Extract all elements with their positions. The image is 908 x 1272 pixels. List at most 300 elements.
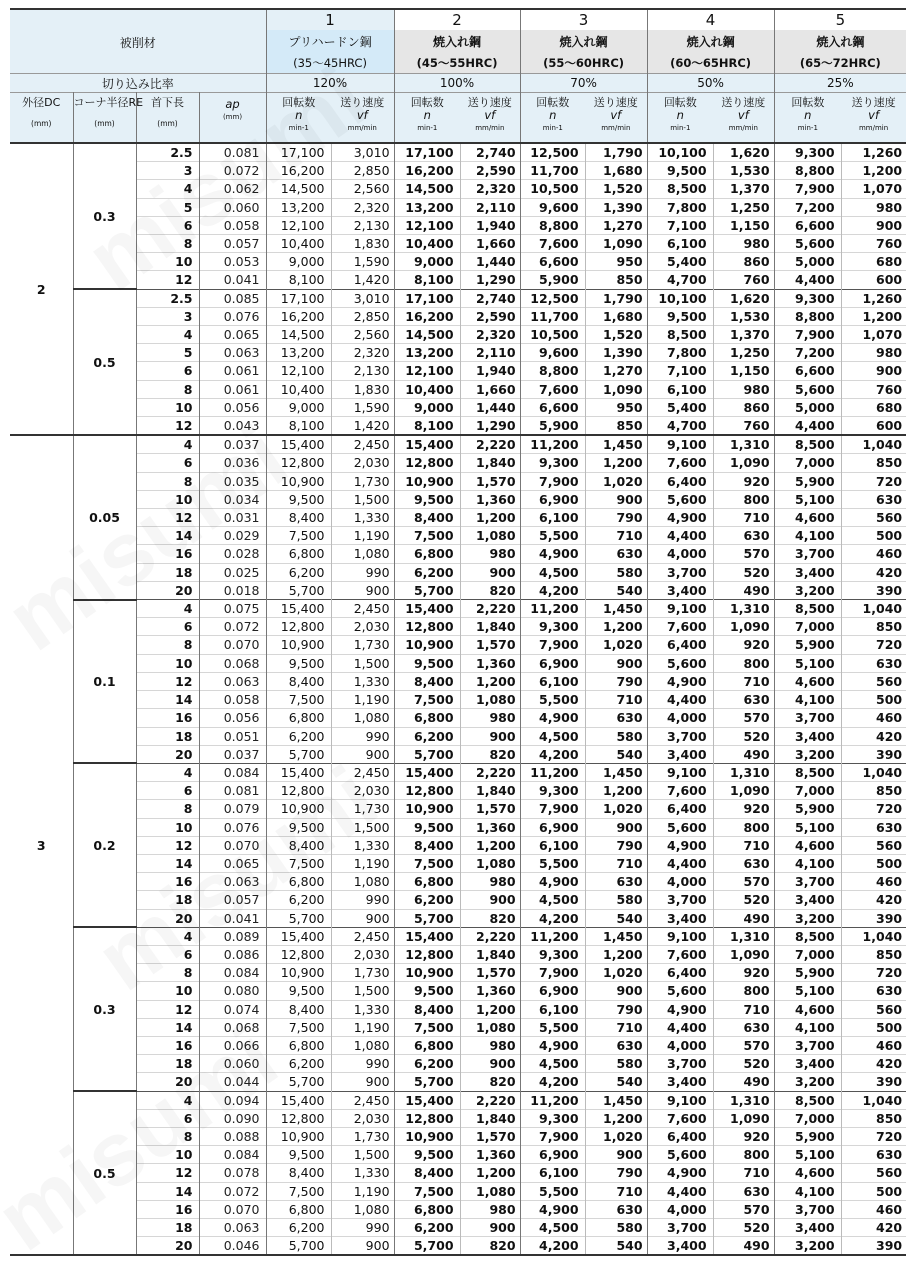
rpm-value-4: 4,900 xyxy=(647,1164,713,1182)
feed-value-2: 1,080 xyxy=(460,691,520,709)
table-row xyxy=(10,964,906,982)
table-row xyxy=(10,380,906,398)
table-row xyxy=(10,527,906,545)
table-row xyxy=(10,198,906,216)
length-value: 10 xyxy=(136,253,199,271)
feed-value-4: 1,620 xyxy=(713,143,774,162)
ap-value: 0.074 xyxy=(199,1000,266,1018)
feed-value-1: 1,590 xyxy=(331,253,394,271)
feed-value-5: 1,070 xyxy=(841,180,906,198)
rpm-value-3: 5,500 xyxy=(520,691,585,709)
ap-value: 0.058 xyxy=(199,691,266,709)
col-ap-unit: (mm) xyxy=(222,113,243,121)
feed-symbol: vf xyxy=(737,108,749,122)
rpm-value-5: 7,200 xyxy=(774,344,841,362)
feed-header-2 xyxy=(460,93,520,144)
feed-value-4: 630 xyxy=(713,527,774,545)
feed-value-4: 490 xyxy=(713,745,774,763)
feed-value-3: 540 xyxy=(585,909,647,927)
table-row xyxy=(10,581,906,599)
rpm-value-2: 7,500 xyxy=(394,691,460,709)
rpm-value-5: 3,200 xyxy=(774,581,841,599)
rpm-value-5: 8,500 xyxy=(774,1091,841,1109)
rpm-value-1: 8,400 xyxy=(266,1000,331,1018)
rpm-value-1: 7,500 xyxy=(266,1018,331,1036)
length-value: 6 xyxy=(136,362,199,380)
feed-value-4: 1,310 xyxy=(713,1091,774,1109)
table-row xyxy=(10,600,906,618)
feed-value-5: 1,040 xyxy=(841,763,906,781)
length-value: 2.5 xyxy=(136,289,199,307)
ap-value: 0.068 xyxy=(199,1018,266,1036)
feed-symbol: vf xyxy=(610,108,622,122)
feed-value-5: 980 xyxy=(841,198,906,216)
feed-value-1: 1,420 xyxy=(331,271,394,289)
col-dc-header xyxy=(10,93,73,144)
rpm-value-2: 12,800 xyxy=(394,945,460,963)
rpm-value-5: 4,600 xyxy=(774,509,841,527)
feed-value-5: 630 xyxy=(841,818,906,836)
rpm-value-5: 3,700 xyxy=(774,1200,841,1218)
rpm-value-3: 5,500 xyxy=(520,1018,585,1036)
rpm-value-3: 6,600 xyxy=(520,398,585,416)
feed-value-1: 1,730 xyxy=(331,472,394,490)
rpm-value-4: 8,500 xyxy=(647,180,713,198)
feed-value-5: 720 xyxy=(841,636,906,654)
rpm-value-3: 4,900 xyxy=(520,1200,585,1218)
ap-value: 0.084 xyxy=(199,964,266,982)
feed-value-1: 2,320 xyxy=(331,198,394,216)
rpm-value-1: 14,500 xyxy=(266,326,331,344)
ap-value: 0.065 xyxy=(199,854,266,872)
table-row xyxy=(10,672,906,690)
rpm-value-5: 5,100 xyxy=(774,982,841,1000)
rpm-value-1: 10,900 xyxy=(266,800,331,818)
rpm-value-1: 9,500 xyxy=(266,818,331,836)
feed-value-4: 490 xyxy=(713,1237,774,1256)
rpm-value-5: 4,400 xyxy=(774,417,841,436)
feed-value-3: 1,090 xyxy=(585,235,647,253)
table-row xyxy=(10,982,906,1000)
length-value: 3 xyxy=(136,162,199,180)
feed-value-5: 630 xyxy=(841,982,906,1000)
feed-value-1: 1,080 xyxy=(331,873,394,891)
feed-value-5: 460 xyxy=(841,1036,906,1054)
feed-value-1: 900 xyxy=(331,1073,394,1091)
material-3-number: 3 xyxy=(520,9,647,30)
rpm-value-3: 6,900 xyxy=(520,818,585,836)
rpm-value-1: 6,200 xyxy=(266,1055,331,1073)
rpm-value-2: 6,800 xyxy=(394,873,460,891)
feed-value-1: 900 xyxy=(331,745,394,763)
material-1-number: 1 xyxy=(266,9,394,30)
feed-value-5: 390 xyxy=(841,1073,906,1091)
feed-value-1: 2,030 xyxy=(331,945,394,963)
rpm-value-5: 7,200 xyxy=(774,198,841,216)
rpm-value-1: 15,400 xyxy=(266,927,331,945)
rpm-symbol: n xyxy=(295,108,303,122)
feed-value-1: 1,190 xyxy=(331,691,394,709)
rpm-value-5: 7,000 xyxy=(774,945,841,963)
ap-value: 0.086 xyxy=(199,945,266,963)
feed-header-4 xyxy=(713,93,774,144)
rpm-value-1: 8,400 xyxy=(266,836,331,854)
feed-value-3: 1,020 xyxy=(585,800,647,818)
feed-label: 送り速度 xyxy=(340,96,385,109)
feed-value-3: 950 xyxy=(585,398,647,416)
rpm-value-4: 3,700 xyxy=(647,563,713,581)
feed-value-4: 860 xyxy=(713,398,774,416)
feed-value-3: 630 xyxy=(585,1036,647,1054)
rpm-value-1: 14,500 xyxy=(266,180,331,198)
rpm-value-4: 3,700 xyxy=(647,1218,713,1236)
rpm-value-3: 9,300 xyxy=(520,945,585,963)
rpm-value-5: 9,300 xyxy=(774,289,841,307)
rpm-value-5: 8,500 xyxy=(774,763,841,781)
rpm-value-2: 15,400 xyxy=(394,927,460,945)
rpm-value-4: 7,600 xyxy=(647,454,713,472)
feed-value-2: 1,940 xyxy=(460,362,520,380)
rpm-value-4: 4,700 xyxy=(647,417,713,436)
rpm-value-3: 11,700 xyxy=(520,162,585,180)
feed-value-4: 630 xyxy=(713,854,774,872)
conditions-body xyxy=(10,143,906,1255)
rpm-value-3: 4,900 xyxy=(520,873,585,891)
rpm-value-2: 5,700 xyxy=(394,909,460,927)
length-value: 4 xyxy=(136,435,199,454)
rpm-value-2: 10,900 xyxy=(394,800,460,818)
feed-value-2: 1,570 xyxy=(460,636,520,654)
rpm-value-4: 4,700 xyxy=(647,271,713,289)
rpm-value-4: 4,000 xyxy=(647,545,713,563)
feed-value-4: 920 xyxy=(713,1127,774,1145)
rpm-value-4: 3,700 xyxy=(647,891,713,909)
feed-value-3: 1,270 xyxy=(585,362,647,380)
ap-value: 0.063 xyxy=(199,873,266,891)
feed-value-2: 980 xyxy=(460,873,520,891)
feed-value-2: 1,840 xyxy=(460,945,520,963)
ap-value: 0.037 xyxy=(199,745,266,763)
feed-value-4: 490 xyxy=(713,581,774,599)
rpm-value-3: 11,200 xyxy=(520,600,585,618)
feed-value-1: 1,830 xyxy=(331,380,394,398)
table-row xyxy=(10,435,906,454)
rpm-value-4: 10,100 xyxy=(647,289,713,307)
feed-value-5: 420 xyxy=(841,1218,906,1236)
feed-value-2: 1,080 xyxy=(460,1182,520,1200)
feed-value-4: 570 xyxy=(713,1036,774,1054)
rpm-value-4: 4,900 xyxy=(647,672,713,690)
feed-value-4: 1,090 xyxy=(713,782,774,800)
rpm-value-3: 9,300 xyxy=(520,454,585,472)
table-row xyxy=(10,1182,906,1200)
table-row xyxy=(10,509,906,527)
re-value: 0.5 xyxy=(73,1091,136,1255)
feed-value-5: 680 xyxy=(841,398,906,416)
rpm-value-2: 6,800 xyxy=(394,1036,460,1054)
rpm-label: 回転数 xyxy=(410,96,444,109)
rpm-value-1: 8,100 xyxy=(266,417,331,436)
rpm-value-2: 12,800 xyxy=(394,454,460,472)
length-value: 12 xyxy=(136,672,199,690)
rpm-header-3 xyxy=(520,93,585,144)
rpm-value-4: 3,400 xyxy=(647,909,713,927)
rpm-value-1: 10,400 xyxy=(266,380,331,398)
rpm-value-5: 5,900 xyxy=(774,636,841,654)
rpm-value-1: 15,400 xyxy=(266,763,331,781)
feed-value-5: 980 xyxy=(841,344,906,362)
feed-value-3: 710 xyxy=(585,691,647,709)
table-row xyxy=(10,362,906,380)
length-value: 16 xyxy=(136,545,199,563)
length-value: 12 xyxy=(136,509,199,527)
ap-value: 0.061 xyxy=(199,380,266,398)
rpm-value-1: 12,100 xyxy=(266,216,331,234)
feed-value-3: 790 xyxy=(585,1164,647,1182)
material-label: 被削材 xyxy=(119,36,156,50)
rpm-value-3: 9,600 xyxy=(520,344,585,362)
rpm-value-3: 6,100 xyxy=(520,672,585,690)
feed-value-1: 3,010 xyxy=(331,289,394,307)
feed-value-1: 1,190 xyxy=(331,1182,394,1200)
ap-value: 0.061 xyxy=(199,362,266,380)
length-value: 6 xyxy=(136,618,199,636)
rpm-value-2: 9,500 xyxy=(394,982,460,1000)
rpm-value-4: 5,600 xyxy=(647,818,713,836)
material-5-number: 5 xyxy=(774,9,906,30)
rpm-value-2: 8,400 xyxy=(394,1164,460,1182)
ap-value: 0.051 xyxy=(199,727,266,745)
rpm-value-3: 11,700 xyxy=(520,307,585,325)
table-row xyxy=(10,216,906,234)
length-value: 10 xyxy=(136,982,199,1000)
rpm-value-3: 6,100 xyxy=(520,1164,585,1182)
feed-value-4: 520 xyxy=(713,1218,774,1236)
feed-symbol: vf xyxy=(868,108,880,122)
material-1-ratio: 120% xyxy=(266,74,394,93)
feed-value-5: 600 xyxy=(841,417,906,436)
ap-value: 0.065 xyxy=(199,326,266,344)
feed-value-4: 1,090 xyxy=(713,618,774,636)
feed-value-1: 990 xyxy=(331,1055,394,1073)
rpm-value-2: 10,900 xyxy=(394,1127,460,1145)
rpm-value-2: 10,900 xyxy=(394,964,460,982)
feed-value-5: 850 xyxy=(841,454,906,472)
rpm-value-5: 7,000 xyxy=(774,618,841,636)
feed-value-3: 630 xyxy=(585,709,647,727)
rpm-value-1: 9,000 xyxy=(266,253,331,271)
feed-label: 送り速度 xyxy=(721,96,766,109)
feed-value-1: 990 xyxy=(331,891,394,909)
feed-value-1: 1,080 xyxy=(331,709,394,727)
material-3-hardness: (55～60HRC) xyxy=(520,52,647,74)
rpm-value-2: 12,100 xyxy=(394,216,460,234)
table-row xyxy=(10,454,906,472)
feed-value-1: 1,190 xyxy=(331,854,394,872)
feed-value-3: 790 xyxy=(585,836,647,854)
feed-value-1: 1,730 xyxy=(331,800,394,818)
feed-value-3: 850 xyxy=(585,271,647,289)
feed-value-4: 1,370 xyxy=(713,326,774,344)
length-value: 12 xyxy=(136,836,199,854)
feed-value-4: 1,310 xyxy=(713,763,774,781)
length-value: 10 xyxy=(136,398,199,416)
rpm-value-5: 8,500 xyxy=(774,435,841,454)
rpm-value-5: 3,200 xyxy=(774,1073,841,1091)
table-row xyxy=(10,307,906,325)
rpm-value-1: 16,200 xyxy=(266,307,331,325)
rpm-value-3: 6,100 xyxy=(520,836,585,854)
length-value: 4 xyxy=(136,927,199,945)
feed-unit: mm/min xyxy=(601,124,631,132)
rpm-value-2: 15,400 xyxy=(394,435,460,454)
rpm-value-4: 6,400 xyxy=(647,472,713,490)
rpm-value-3: 5,500 xyxy=(520,854,585,872)
rpm-value-2: 8,400 xyxy=(394,836,460,854)
table-row xyxy=(10,909,906,927)
ap-value: 0.063 xyxy=(199,1218,266,1236)
rpm-value-1: 12,800 xyxy=(266,782,331,800)
rpm-value-3: 6,900 xyxy=(520,490,585,508)
rpm-value-3: 4,500 xyxy=(520,1055,585,1073)
length-value: 6 xyxy=(136,1109,199,1127)
feed-value-1: 2,130 xyxy=(331,216,394,234)
feed-value-3: 1,450 xyxy=(585,435,647,454)
rpm-value-5: 3,400 xyxy=(774,727,841,745)
rpm-label: 回転数 xyxy=(663,96,697,109)
rpm-value-1: 5,700 xyxy=(266,909,331,927)
rpm-value-1: 6,200 xyxy=(266,563,331,581)
rpm-value-4: 4,900 xyxy=(647,1000,713,1018)
feed-value-1: 990 xyxy=(331,563,394,581)
length-value: 18 xyxy=(136,1218,199,1236)
rpm-value-5: 3,400 xyxy=(774,891,841,909)
rpm-value-2: 10,900 xyxy=(394,636,460,654)
rpm-value-3: 6,100 xyxy=(520,509,585,527)
rpm-value-3: 4,500 xyxy=(520,891,585,909)
rpm-value-5: 8,500 xyxy=(774,600,841,618)
rpm-value-3: 7,900 xyxy=(520,472,585,490)
feed-value-1: 2,450 xyxy=(331,763,394,781)
material-4-number: 4 xyxy=(647,9,774,30)
rpm-value-4: 4,000 xyxy=(647,709,713,727)
rpm-value-3: 6,900 xyxy=(520,1146,585,1164)
feed-value-2: 820 xyxy=(460,745,520,763)
feed-value-2: 2,590 xyxy=(460,307,520,325)
feed-value-2: 1,840 xyxy=(460,454,520,472)
ap-value: 0.063 xyxy=(199,672,266,690)
rpm-value-2: 15,400 xyxy=(394,1091,460,1109)
feed-value-2: 1,440 xyxy=(460,253,520,271)
feed-value-2: 820 xyxy=(460,909,520,927)
feed-value-1: 2,030 xyxy=(331,1109,394,1127)
feed-value-4: 800 xyxy=(713,1146,774,1164)
rpm-value-5: 6,600 xyxy=(774,362,841,380)
table-row xyxy=(10,854,906,872)
rpm-value-3: 7,600 xyxy=(520,380,585,398)
rpm-value-1: 7,500 xyxy=(266,1182,331,1200)
ap-value: 0.070 xyxy=(199,1200,266,1218)
rpm-value-3: 12,500 xyxy=(520,143,585,162)
table-row xyxy=(10,636,906,654)
feed-value-2: 2,220 xyxy=(460,927,520,945)
length-value: 3 xyxy=(136,307,199,325)
feed-value-2: 900 xyxy=(460,1055,520,1073)
length-value: 14 xyxy=(136,854,199,872)
length-value: 4 xyxy=(136,1091,199,1109)
col-dc-unit: (mm) xyxy=(31,119,52,128)
rpm-value-2: 8,100 xyxy=(394,271,460,289)
rpm-symbol: n xyxy=(804,108,812,122)
rpm-value-3: 8,800 xyxy=(520,216,585,234)
length-value: 18 xyxy=(136,727,199,745)
col-re-unit: (mm) xyxy=(94,119,115,128)
table-row xyxy=(10,271,906,289)
feed-value-4: 520 xyxy=(713,727,774,745)
rpm-value-2: 12,800 xyxy=(394,1109,460,1127)
rpm-value-1: 7,500 xyxy=(266,691,331,709)
rpm-value-3: 4,200 xyxy=(520,1237,585,1256)
rpm-value-2: 8,400 xyxy=(394,672,460,690)
feed-value-4: 1,310 xyxy=(713,435,774,454)
feed-value-2: 1,570 xyxy=(460,1127,520,1145)
feed-unit: mm/min xyxy=(858,124,889,132)
col-len-label: 首下長 xyxy=(151,96,184,109)
feed-value-3: 1,020 xyxy=(585,1127,647,1145)
rpm-label: 回転数 xyxy=(282,96,316,109)
rpm-value-1: 12,800 xyxy=(266,454,331,472)
feed-value-5: 460 xyxy=(841,709,906,727)
rpm-value-3: 5,500 xyxy=(520,1182,585,1200)
rpm-value-5: 8,800 xyxy=(774,162,841,180)
length-value: 8 xyxy=(136,964,199,982)
length-value: 4 xyxy=(136,326,199,344)
ap-value: 0.037 xyxy=(199,435,266,454)
rpm-value-4: 4,900 xyxy=(647,836,713,854)
ap-value: 0.063 xyxy=(199,344,266,362)
length-value: 16 xyxy=(136,873,199,891)
table-row xyxy=(10,818,906,836)
feed-value-4: 1,090 xyxy=(713,945,774,963)
rpm-value-1: 8,400 xyxy=(266,672,331,690)
length-value: 10 xyxy=(136,1146,199,1164)
feed-value-2: 1,290 xyxy=(460,417,520,436)
feed-value-1: 1,080 xyxy=(331,545,394,563)
feed-value-4: 1,150 xyxy=(713,362,774,380)
feed-value-3: 580 xyxy=(585,563,647,581)
feed-value-2: 2,220 xyxy=(460,435,520,454)
rpm-value-3: 12,500 xyxy=(520,289,585,307)
ap-value: 0.090 xyxy=(199,1109,266,1127)
rpm-value-3: 11,200 xyxy=(520,435,585,454)
rpm-value-5: 7,000 xyxy=(774,1109,841,1127)
feed-value-5: 720 xyxy=(841,964,906,982)
rpm-value-1: 9,000 xyxy=(266,398,331,416)
feed-value-5: 390 xyxy=(841,581,906,599)
feed-value-3: 1,680 xyxy=(585,162,647,180)
rpm-value-5: 4,100 xyxy=(774,1018,841,1036)
rpm-value-2: 15,400 xyxy=(394,600,460,618)
length-value: 18 xyxy=(136,891,199,909)
ap-value: 0.041 xyxy=(199,271,266,289)
rpm-value-4: 6,400 xyxy=(647,1127,713,1145)
feed-value-4: 1,620 xyxy=(713,289,774,307)
feed-value-1: 1,190 xyxy=(331,1018,394,1036)
feed-value-4: 1,250 xyxy=(713,344,774,362)
rpm-value-1: 5,700 xyxy=(266,581,331,599)
table-row xyxy=(10,1237,906,1256)
rpm-value-1: 16,200 xyxy=(266,162,331,180)
